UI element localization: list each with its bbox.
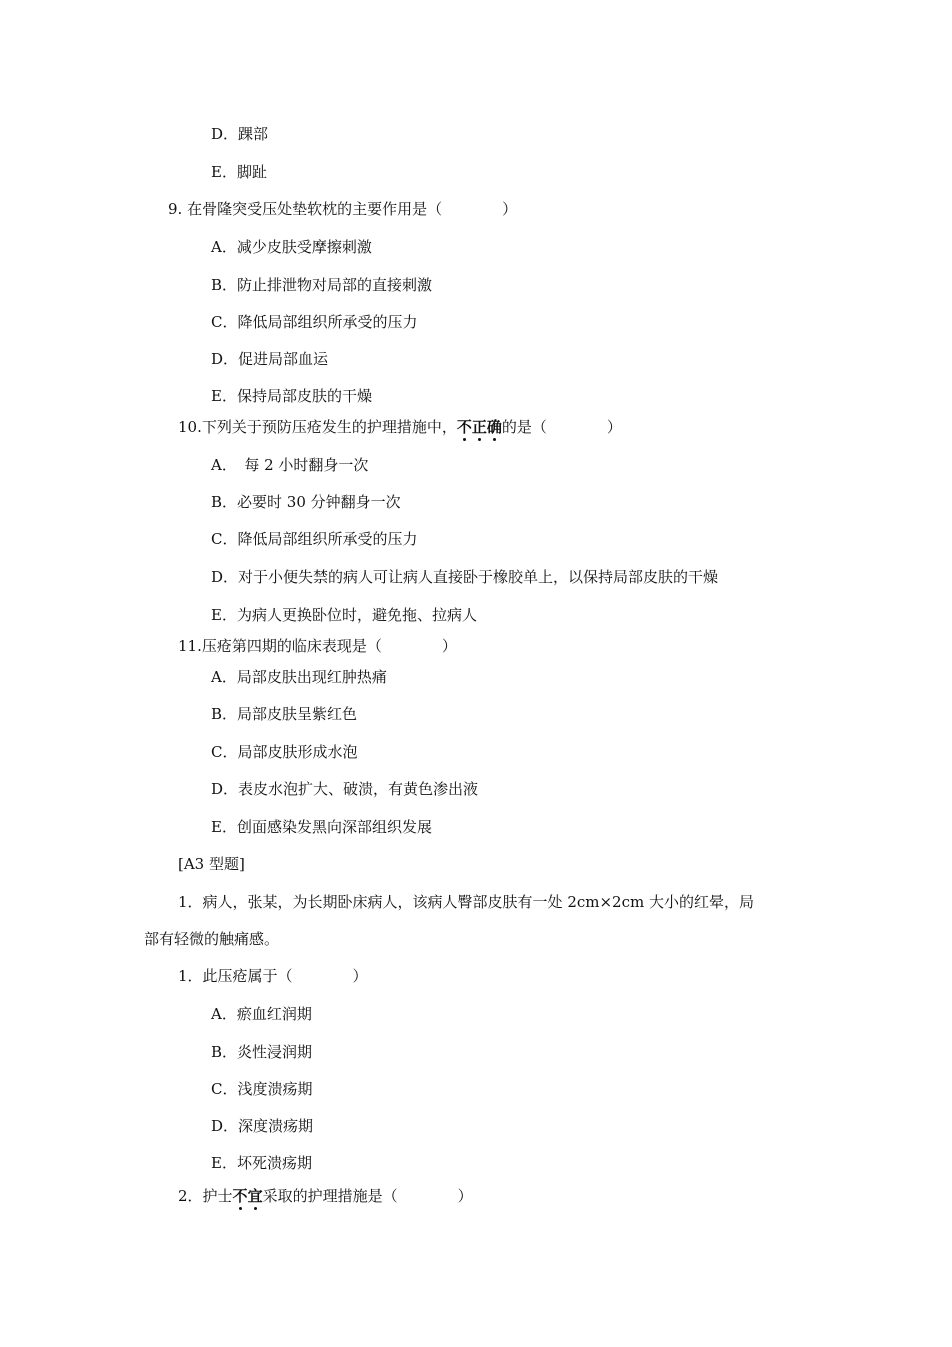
case-question-1-option-c: C．浅度溃疡期: [211, 1080, 313, 1098]
question-11-option-e: E．创面感染发黑向深部组织发展: [211, 818, 432, 836]
question-9-stem: 9. 在骨隆突受压处垫软枕的主要作用是（ ）: [168, 200, 518, 218]
question-10-option-c: C．降低局部组织所承受的压力: [211, 530, 418, 548]
case-question-1-option-d: D．深度溃疡期: [211, 1117, 314, 1135]
question-10-option-a: A． 每 2 小时翻身一次: [211, 456, 369, 474]
question-11-option-d: D．表皮水泡扩大、破溃，有黄色渗出液: [211, 780, 479, 798]
case-question-1-option-b: B．炎性浸润期: [211, 1043, 313, 1061]
case-question-1-stem: 1．此压疮属于（ ）: [178, 967, 368, 985]
question-10-stem-before: 10.下列关于预防压疮发生的护理措施中，: [178, 418, 457, 436]
case-text-line-1: 1．病人，张某，为长期卧床病人，该病人臀部皮肤有一处 2cm×2cm 大小的红晕，局: [178, 893, 754, 911]
case-text-line-2: 部有轻微的触痛感。: [144, 930, 280, 948]
question-9-option-d: D．促进局部血运: [211, 350, 329, 368]
question-9-option-e: E．保持局部皮肤的干燥: [211, 387, 372, 405]
case-question-1-option-e: E．坏死溃疡期: [211, 1154, 312, 1172]
question-10-stem-after: 的是（ ）: [501, 418, 622, 436]
emphasis-not-correct: 不正确: [456, 418, 502, 436]
question-10-stem: [178, 417, 622, 437]
question-10-option-d: D．对于小便失禁的病人可让病人直接卧于橡胶单上，以保持局部皮肤的干燥: [211, 568, 719, 586]
case-question-2-stem-before: 2．护士: [178, 1187, 233, 1205]
question-10-option-b: B．必要时 30 分钟翻身一次: [211, 493, 401, 511]
case-question-1-option-a: A．瘀血红润期: [211, 1005, 312, 1023]
emphasis-not-suitable: 不宜: [232, 1187, 263, 1205]
question-11-stem: 11.压疮第四期的临床表现是（ ）: [178, 637, 457, 655]
question-11-option-b: B．局部皮肤呈紫红色: [211, 705, 358, 723]
question-9-option-a: A．减少皮肤受摩擦刺激: [211, 238, 372, 256]
section-heading: [A3 型题]: [178, 855, 245, 873]
option-d: D．踝部: [211, 125, 269, 143]
question-10-option-e: E．为病人更换卧位时，避免拖、拉病人: [211, 606, 477, 624]
question-9-option-b: B．防止排泄物对局部的直接刺激: [211, 276, 433, 294]
case-question-2-stem-after: 采取的护理措施是（ ）: [262, 1187, 473, 1205]
question-11-option-a: A．局部皮肤出现红肿热痛: [211, 668, 387, 686]
question-11-option-c: C．局部皮肤形成水泡: [211, 743, 358, 761]
option-e: E．脚趾: [211, 163, 267, 181]
case-question-2-stem: [178, 1186, 473, 1206]
question-9-option-c: C．降低局部组织所承受的压力: [211, 313, 418, 331]
